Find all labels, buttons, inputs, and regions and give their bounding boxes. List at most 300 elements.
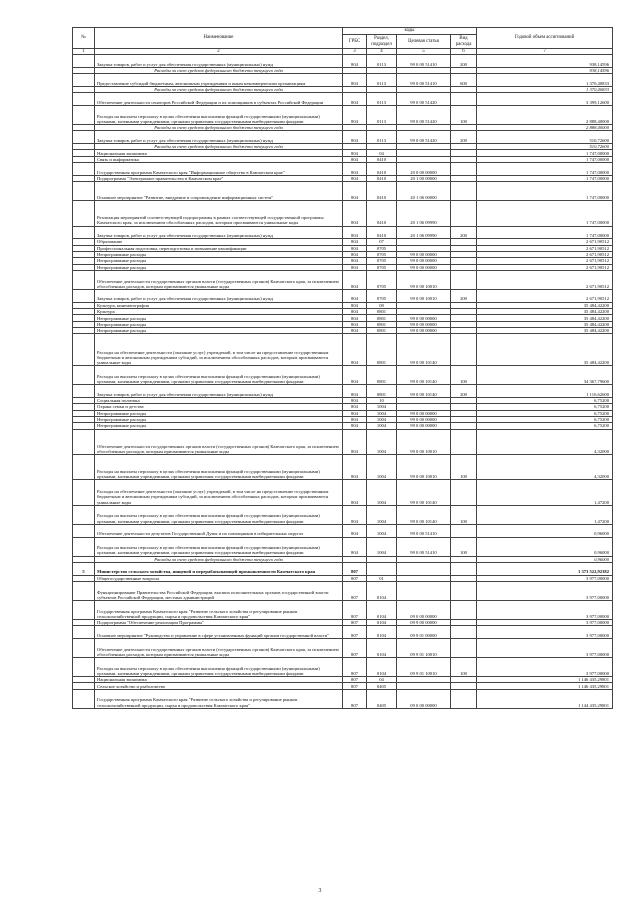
header-index: 1 (73, 49, 95, 55)
row-number (73, 429, 95, 454)
row-target: 99 0 00 51410 (397, 74, 451, 87)
table-row (73, 74, 613, 87)
row-grbs: 804 (343, 385, 367, 398)
row-name: Образование (95, 239, 343, 245)
row-name: Социальная политика (95, 397, 343, 403)
row-exptype (451, 562, 477, 575)
row-sum: 3 977,00000 (477, 639, 613, 658)
row-target (397, 562, 451, 575)
row-section: 0801 (367, 321, 397, 327)
row-section: 0801 (367, 385, 397, 398)
page-number: 3 (318, 888, 322, 894)
table-row (73, 429, 613, 454)
table-row (73, 658, 613, 677)
row-section: 1004 (367, 480, 397, 505)
row-exptype: 200 (451, 131, 477, 144)
row-name: Закупка товаров, работ и услуг для обеспечения государственных (муниципальных) нужд (95, 289, 343, 302)
row-name: Закупка товаров, работ и услуг для обеспечения государственных (муниципальных) нужд (95, 385, 343, 398)
table-row (73, 385, 613, 398)
row-section: 0104 (367, 658, 397, 677)
row-grbs: 804 (343, 366, 367, 385)
table-row (73, 626, 613, 639)
row-sum: 0,96000 (477, 537, 613, 556)
row-name: Связь и информатика (95, 156, 343, 162)
row-target (397, 581, 451, 600)
row-section: 0801 (367, 334, 397, 366)
row-target: 99 0 00 00000 (397, 410, 451, 416)
row-number (73, 385, 95, 398)
row-grbs: 804 (343, 270, 367, 289)
table-row (73, 639, 613, 658)
row-grbs: 804 (343, 264, 367, 270)
table-row (73, 201, 613, 226)
row-number (73, 74, 95, 87)
row-target: 09 9 01 10010 (397, 658, 451, 677)
row-exptype (451, 182, 477, 201)
row-section: 04 (367, 677, 397, 683)
row-name: Сельское хозяйство и рыболовство (95, 683, 343, 689)
header-target: Целевая статья (397, 35, 451, 49)
row-exptype (451, 480, 477, 505)
row-name: Основное мероприятие "Руководство и управление в сфере установленных функций органов государственной власти" (95, 626, 343, 639)
row-number (73, 93, 95, 106)
row-sum: 1,47200 (477, 480, 613, 505)
row-name: Расходы на обеспечение деятельности (оказание услуг) учреждений, в том числе на предоставление государственным бюджетным и автономным учреждениям субсидий, за исключением обособленных расходов, которым присваиваются уникальные коды (95, 480, 343, 505)
row-exptype: 200 (451, 55, 477, 68)
row-name: Расходы на выплаты персоналу в целях обеспечения выполнения функций государственными (муниципальными) органами, казенными учреждениями, органами управления государственными внебюджетными фондами (95, 366, 343, 385)
table-header (73, 28, 613, 55)
row-number (73, 131, 95, 144)
row-target: 20 0 00 00000 (397, 163, 451, 176)
row-sum: 35 484,42200 (477, 321, 613, 327)
row-grbs: 804 (343, 524, 367, 537)
header-index: 4 (367, 49, 397, 55)
row-exptype: 100 (451, 105, 477, 124)
row-section: 1004 (367, 423, 397, 429)
table-row (73, 689, 613, 708)
row-grbs: 804 (343, 328, 367, 334)
row-target: 99 0 00 10010 (397, 454, 451, 479)
table-row (73, 270, 613, 289)
row-sum: 35 484,42200 (477, 334, 613, 366)
row-name: Обеспечение деятельности депутатов Государственной Думы и их помощников в избирательных округах (95, 524, 343, 537)
row-name: Национальная экономика (95, 677, 343, 683)
row-target: 99 0 00 00000 (397, 328, 451, 334)
row-name: Реализация мероприятий соответствующей подпрограммы в рамках соответствующей государственной программы Камчатского края, за исключением обособленных расходов, которым присваиваются уникальные коды (95, 201, 343, 226)
row-name: Обеспечение деятельности государственных органов власти (государственных органов) Камчатского края, за исключением обособленных расходов, которым присваиваются уникальные коды (95, 429, 343, 454)
row-name: Культура, кинематография (95, 302, 343, 308)
row-section: 1004 (367, 505, 397, 524)
row-target: 99 0 00 51420 (397, 131, 451, 144)
row-grbs: 807 (343, 683, 367, 689)
row-grbs: 807 (343, 581, 367, 600)
row-target: 09 9 00 00000 (397, 620, 451, 626)
row-section: 01 (367, 575, 397, 581)
row-grbs: 804 (343, 416, 367, 422)
row-sum: 2 671,90512 (477, 239, 613, 245)
row-target: 99 0 00 00000 (397, 258, 451, 264)
row-sum: 6,75200 (477, 404, 613, 410)
row-number (73, 105, 95, 124)
row-number (73, 626, 95, 639)
row-section: 0801 (367, 366, 397, 385)
row-grbs: 804 (343, 239, 367, 245)
row-name: Непрограммные расходы (95, 423, 343, 429)
row-number (73, 163, 95, 176)
row-grbs: 804 (343, 505, 367, 524)
row-exptype (451, 689, 477, 708)
row-section: 0801 (367, 328, 397, 334)
table-body (73, 55, 613, 709)
row-target: 99 0 00 51410 (397, 524, 451, 537)
row-name: Подпрограмма "Электронное правительство в Камчатском крае" (95, 175, 343, 181)
row-name: Расходы за счет средств федерального бюджета текущего года (95, 556, 343, 562)
row-target: 99 0 00 10140 (397, 505, 451, 524)
row-exptype (451, 639, 477, 658)
row-section: 1004 (367, 454, 397, 479)
row-name: Расходы за счет средств федерального бюджета текущего года (95, 67, 343, 73)
row-grbs: 807 (343, 677, 367, 683)
row-section: 0801 (367, 315, 397, 321)
row-sum: 1 747,00000 (477, 163, 613, 176)
table-row (73, 454, 613, 479)
row-target: 99 0 00 00000 (397, 423, 451, 429)
row-sum: 938,14596 (477, 67, 613, 73)
row-grbs: 807 (343, 626, 367, 639)
row-number (73, 658, 95, 677)
row-name: Непрограммные расходы (95, 321, 343, 327)
row-name: Расходы за счет средств федерального бюджета текущего года (95, 86, 343, 92)
row-sum: 35 484,42200 (477, 309, 613, 315)
row-sum: 2 671,90512 (477, 264, 613, 270)
row-grbs: 804 (343, 321, 367, 327)
row-sum: 1 747,00000 (477, 175, 613, 181)
row-name: Непрограммные расходы (95, 251, 343, 257)
table-row (73, 55, 613, 68)
row-sum: 2 671,90512 (477, 258, 613, 264)
row-target: 20 1 06 00000 (397, 182, 451, 201)
row-grbs: 804 (343, 258, 367, 264)
row-sum: 6,75200 (477, 423, 613, 429)
row-name: Расходы на выплаты персоналу в целях обеспечения выполнения функций государственными (муниципальными) органами, казенными учреждениями, органами управления государственными внебюджетными фондами (95, 105, 343, 124)
row-name: Культура (95, 309, 343, 315)
row-sum: 6,75200 (477, 410, 613, 416)
row-number (73, 480, 95, 505)
table-row (73, 581, 613, 600)
table-row (73, 600, 613, 619)
row-section: 04 (367, 150, 397, 156)
budget-table (72, 27, 613, 709)
row-name: Расходы на выплаты персоналу в целях обеспечения выполнения функций государственными (муниципальными) органами, казенными учреждениями, органами управления государственными внебюджетными фондами (95, 505, 343, 524)
row-sum: 3 977,00000 (477, 626, 613, 639)
row-name: Закупка товаров, работ и услуг для обеспечения государственных (муниципальных) нужд (95, 226, 343, 239)
row-target: 99 0 00 10140 (397, 334, 451, 366)
row-target: 09 9 01 10010 (397, 639, 451, 658)
row-target: 99 0 00 00000 (397, 416, 451, 422)
row-number (73, 55, 95, 68)
row-name: Общегосударственные вопросы (95, 575, 343, 581)
row-target: 99 0 00 10010 (397, 429, 451, 454)
row-target: 99 0 00 51410 (397, 55, 451, 68)
row-sum: 2 671,90512 (477, 251, 613, 257)
row-grbs: 804 (343, 201, 367, 226)
row-sum: 1 370,40833 (477, 86, 613, 92)
row-grbs: 804 (343, 74, 367, 87)
row-target: 99 0 00 00000 (397, 315, 451, 321)
row-target: 99 0 00 00000 (397, 321, 451, 327)
row-section: 0113 (367, 105, 397, 124)
row-grbs: 807 (343, 575, 367, 581)
row-name: Непрограммные расходы (95, 410, 343, 416)
row-grbs: 804 (343, 537, 367, 556)
row-sum: 3 977,00000 (477, 658, 613, 677)
row-sum: 4,32000 (477, 429, 613, 454)
row-number (73, 454, 95, 479)
row-sum: 1 146 435,29801 (477, 683, 613, 689)
row-sum: 6,75200 (477, 397, 613, 403)
row-section: 0705 (367, 270, 397, 289)
row-number (73, 689, 95, 708)
table-row (73, 366, 613, 385)
row-sum: 34 367,79600 (477, 366, 613, 385)
row-grbs: 804 (343, 302, 367, 308)
row-section: 0410 (367, 175, 397, 181)
row-exptype: 100 (451, 537, 477, 556)
row-exptype (451, 201, 477, 226)
row-section: 0410 (367, 156, 397, 162)
row-sum: 1 747,00000 (477, 201, 613, 226)
header-index: 2 (95, 49, 343, 55)
row-sum: 1 747,00000 (477, 150, 613, 156)
header-name: Наименование (95, 28, 343, 49)
row-target: 99 0 00 51420 (397, 105, 451, 124)
row-number: 5 (73, 562, 95, 575)
row-grbs: 804 (343, 410, 367, 416)
row-number (73, 505, 95, 524)
row-exptype (451, 93, 477, 106)
row-name: Расходы на выплаты персоналу в целях обеспечения выполнения функций государственными (муниципальными) органами, казенными учреждениями, органами управления государственными внебюджетными фондами (95, 658, 343, 677)
row-sum: 510,72600 (477, 144, 613, 150)
header-index: 6 (451, 49, 477, 55)
row-section: 0705 (367, 245, 397, 251)
row-section: 0104 (367, 581, 397, 600)
row-exptype (451, 163, 477, 176)
row-grbs: 804 (343, 150, 367, 156)
row-section: 0705 (367, 289, 397, 302)
row-section: 0104 (367, 620, 397, 626)
row-name: Расходы за счет средств федерального бюджета текущего года (95, 125, 343, 131)
header-index: 7 (477, 49, 613, 55)
row-grbs: 804 (343, 334, 367, 366)
table-row (73, 93, 613, 106)
table-row (73, 524, 613, 537)
row-grbs: 804 (343, 315, 367, 321)
row-sum: 3 977,00000 (477, 581, 613, 600)
row-sum: 3 977,00000 (477, 620, 613, 626)
row-grbs: 804 (343, 93, 367, 106)
row-sum: 2 671,90512 (477, 245, 613, 251)
row-sum: 1 747,00000 (477, 226, 613, 239)
row-grbs: 807 (343, 620, 367, 626)
table-row (73, 131, 613, 144)
row-section: 0410 (367, 182, 397, 201)
row-section: 0705 (367, 258, 397, 264)
row-section: 0705 (367, 264, 397, 270)
row-section: 0410 (367, 226, 397, 239)
row-sum: 938,14596 (477, 55, 613, 68)
row-grbs: 804 (343, 163, 367, 176)
row-section: 10 (367, 397, 397, 403)
row-name: Непрограммные расходы (95, 416, 343, 422)
row-target: 09 0 00 00000 (397, 689, 451, 708)
row-sum: 0,96000 (477, 556, 613, 562)
row-name: Расходы на выплаты персоналу в целях обеспечения выполнения функций государственными (муниципальными) органами, казенными учреждениями, органами управления государственными внебюджетными фондами (95, 537, 343, 556)
header-codes: коды (343, 28, 477, 35)
row-sum: 3 977,00000 (477, 600, 613, 619)
header-index: 5 (397, 49, 451, 55)
row-grbs: 804 (343, 289, 367, 302)
row-target: 09 0 00 00000 (397, 600, 451, 619)
row-exptype: 100 (451, 366, 477, 385)
row-sum: 2 671,90512 (477, 270, 613, 289)
row-section (367, 562, 397, 575)
row-grbs: 807 (343, 658, 367, 677)
row-target: 99 0 00 51410 (397, 537, 451, 556)
row-sum: 35 484,42200 (477, 302, 613, 308)
row-target: 99 0 00 10010 (397, 289, 451, 302)
row-grbs: 807 (343, 639, 367, 658)
table-row (73, 562, 613, 575)
row-exptype (451, 600, 477, 619)
row-sum: 1 116,62600 (477, 385, 613, 398)
row-name: Обеспечение деятельности государственных органов власти (государственных органов) Камчатского края, за исключением обособленных расходов, которым присваиваются уникальные коды (95, 270, 343, 289)
header-section: Раздел, подраздел (367, 35, 397, 49)
row-sum: 2 671,90512 (477, 289, 613, 302)
header-no: № (73, 28, 95, 49)
row-name: Непрограммные расходы (95, 258, 343, 264)
row-grbs: 804 (343, 131, 367, 144)
row-name: Непрограммные расходы (95, 315, 343, 321)
row-sum: 35 484,42200 (477, 315, 613, 321)
table-row (73, 505, 613, 524)
row-section: 0801 (367, 309, 397, 315)
row-grbs: 804 (343, 182, 367, 201)
row-sum: 2 888,40000 (477, 105, 613, 124)
row-sum: 1 747,00000 (477, 156, 613, 162)
row-section: 0104 (367, 626, 397, 639)
row-sum: 1 144 435,29801 (477, 689, 613, 708)
row-number (73, 334, 95, 366)
header-exptype: Вид расхода (451, 35, 477, 49)
row-section: 1004 (367, 524, 397, 537)
row-exptype (451, 626, 477, 639)
row-target: 09 9 01 00000 (397, 626, 451, 639)
row-name: Обеспечение деятельности государственных органов власти (государственных органов) Камчатского края, за исключением обособленных расходов, которым присваиваются уникальные коды (95, 639, 343, 658)
row-exptype: 100 (451, 505, 477, 524)
row-section: 0405 (367, 689, 397, 708)
row-name: Предоставление субсидий бюджетным, автономным учреждениям и иным некоммерческим организациям (95, 74, 343, 87)
row-section: 0113 (367, 55, 397, 68)
table-row (73, 163, 613, 176)
row-exptype (451, 524, 477, 537)
row-grbs: 804 (343, 175, 367, 181)
row-number (73, 639, 95, 658)
row-number (73, 581, 95, 600)
row-grbs: 804 (343, 245, 367, 251)
row-exptype (451, 270, 477, 289)
table-row (73, 226, 613, 239)
row-name: Основное мероприятие "Развитие, внедрение и сопровождение информационных систем" (95, 182, 343, 201)
row-number (73, 600, 95, 619)
row-name: Расходы за счет средств федерального бюджета текущего года (95, 144, 343, 150)
row-section: 1004 (367, 410, 397, 416)
row-grbs: 804 (343, 480, 367, 505)
header-index: 3 (343, 49, 367, 55)
row-number (73, 226, 95, 239)
row-sum: 0,96000 (477, 524, 613, 537)
row-exptype: 100 (451, 658, 477, 677)
header-grbs: ГРБС (343, 35, 367, 49)
header-sum: Годовой объем ассигнований (477, 28, 613, 49)
row-name: Расходы на выплаты персоналу в целях обеспечения выполнения функций государственными (муниципальными) органами, казенными учреждениями, органами управления государственными внебюджетными фондами (95, 454, 343, 479)
row-section: 0705 (367, 251, 397, 257)
row-sum: 1 370,40833 (477, 74, 613, 87)
row-grbs: 804 (343, 251, 367, 257)
row-sum: 35 484,42200 (477, 328, 613, 334)
table-row (73, 289, 613, 302)
row-section: 0104 (367, 639, 397, 658)
row-section: 1004 (367, 429, 397, 454)
row-grbs: 804 (343, 397, 367, 403)
row-section: 0113 (367, 74, 397, 87)
row-name: Охрана семьи и детства (95, 404, 343, 410)
row-section: 0405 (367, 683, 397, 689)
row-grbs: 804 (343, 309, 367, 315)
table-row (73, 105, 613, 124)
row-section: 0113 (367, 93, 397, 106)
row-exptype: 100 (451, 454, 477, 479)
table-row (73, 480, 613, 505)
row-number (73, 182, 95, 201)
row-sum: 3 399,12600 (477, 93, 613, 106)
row-grbs: 804 (343, 226, 367, 239)
row-sum: 2 888,40000 (477, 125, 613, 131)
row-exptype (451, 334, 477, 366)
row-name: Закупка товаров, работ и услуг для обеспечения государственных (муниципальных) нужд (95, 131, 343, 144)
row-target: 20 1 00 00000 (397, 175, 451, 181)
row-name: Государственная программа Камчатского края "Развитие сельского хозяйства и регулирование рынков сельскохозяйственной продукции, сырья и продовольствия Камчатского края" (95, 689, 343, 708)
row-section: 1004 (367, 537, 397, 556)
row-name: Профессиональная подготовка, переподготовка и повышение квалификации (95, 245, 343, 251)
row-grbs: 807 (343, 689, 367, 708)
row-sum: 510,72600 (477, 131, 613, 144)
row-section: 0104 (367, 600, 397, 619)
row-section: 0410 (367, 201, 397, 226)
row-number (73, 524, 95, 537)
row-target: 99 0 00 10140 (397, 366, 451, 385)
row-number (73, 201, 95, 226)
row-name: Государственная программа Камчатского края "Информационное общество в Камчатском крае" (95, 163, 343, 176)
row-name: Закупка товаров, работ и услуг для обеспечения государственных (муниципальных) нужд (95, 55, 343, 68)
row-grbs: 804 (343, 454, 367, 479)
table-row (73, 537, 613, 556)
row-target: 99 0 00 00000 (397, 264, 451, 270)
row-target: 20 1 06 09990 (397, 201, 451, 226)
row-sum: 3 977,00000 (477, 575, 613, 581)
table-row (73, 182, 613, 201)
row-sum: 1 747,00000 (477, 182, 613, 201)
row-name: Министерство сельского хозяйства, пищевой и перерабатывающей промышленности Камчатского края (95, 562, 343, 575)
